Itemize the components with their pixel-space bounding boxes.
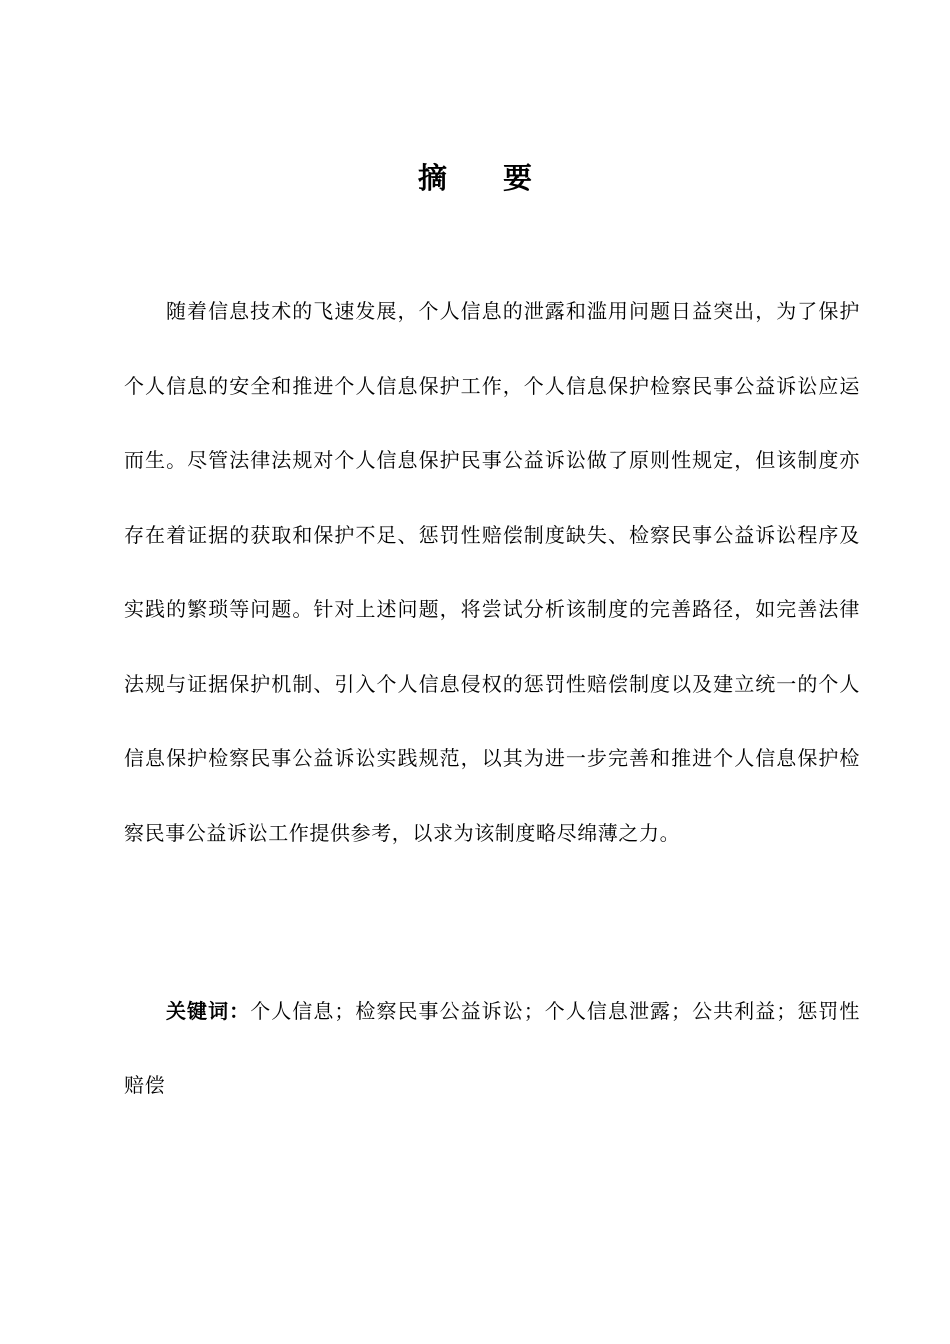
keywords-label: 关键词： [166,999,251,1023]
keywords-paragraph [124,974,860,1122]
abstract-body: 随着信息技术的飞速发展，个人信息的泄露和滥用问题日益突出，为了保护个人信息的安全和推进个人信息保护工作，个人信息保护检察民事公益诉讼应运而生。尽管法律法规对个人信息保护民事公益诉讼做了原则性规定，但该制度亦存在着证据的获取和保护不足、惩罚性赔偿制度缺失、检察民事公益诉讼程序及实践的繁琐等问题。针对上述问题，将尝试分析该制度的完善路径，如完善法律法规与证据保护机制、引入个人信息侵权的惩罚性赔偿制度以及建立统一的个人信息保护检察民事公益诉讼实践规范，以其为进一步完善和推进个人信息保护检察民事公益诉讼工作提供参考，以求为该制度略尽绵薄之力。 [124,299,860,845]
keywords-text: 个人信息；检察民事公益诉讼；个人信息泄露；公共利益；惩罚性赔偿 [124,999,861,1097]
abstract-title: 摘要 [417,161,588,195]
